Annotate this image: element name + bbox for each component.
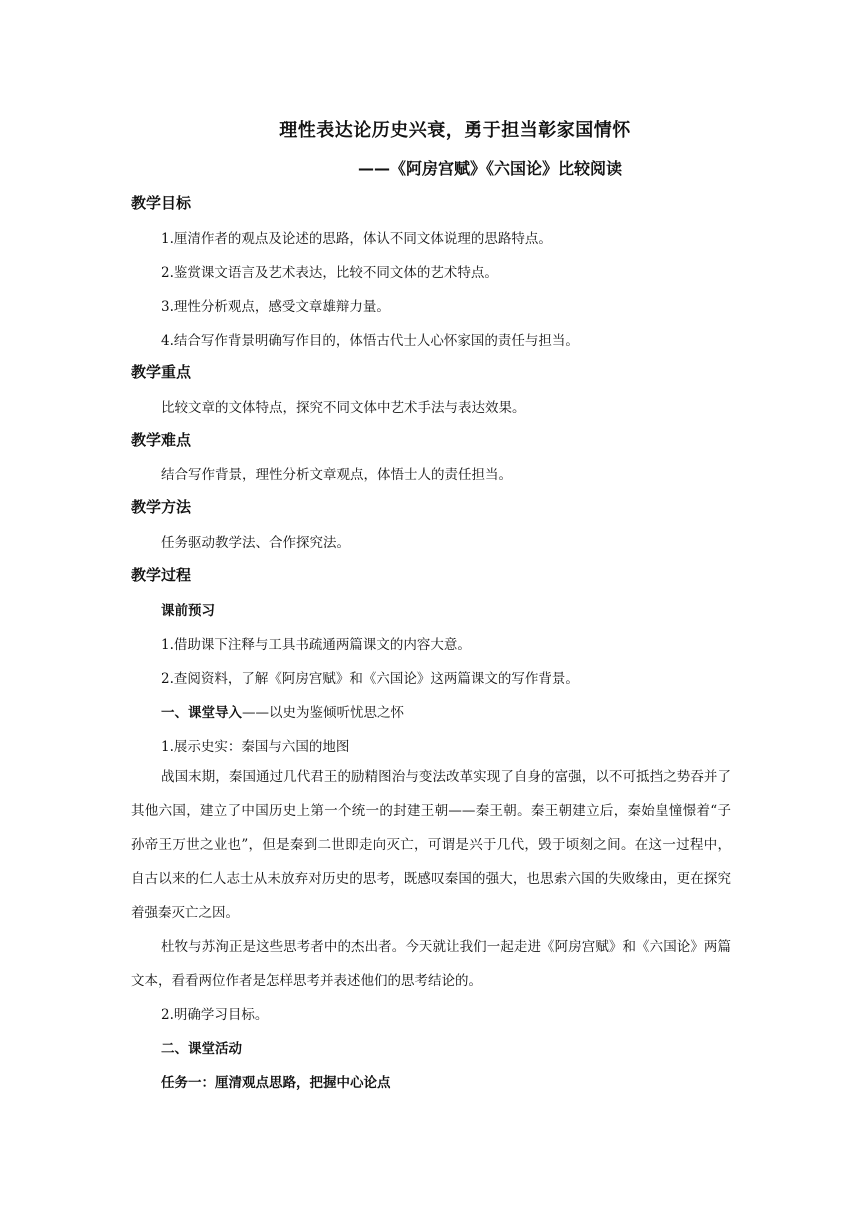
section-1-line <box>161 701 404 721</box>
paragraph-authors: 杜牧与苏洵正是这些思考者中的杰出者。今天就让我们一起走进《阿房宫赋》和《六国论》两篇文本，看看两位作者是怎样思考并表述他们的思考结论的。 <box>131 939 731 989</box>
section-1-label: 一、课堂导入 <box>161 705 242 721</box>
step-1: 1.展示史实：秦国与六国的地图 <box>161 739 350 755</box>
heading-process: 教学过程 <box>131 566 192 584</box>
focus-text: 比较文章的文体特点，探究不同文体中艺术手法与表达效果。 <box>161 400 526 416</box>
heading-focus: 教学重点 <box>131 363 192 381</box>
preview-item: 1.借助课下注释与工具书疏通两篇课文的内容大意。 <box>161 637 471 653</box>
goal-item: 3.理性分析观点，感受文章雄辩力量。 <box>161 299 390 315</box>
difficulty-text: 结合写作背景，理性分析文章观点，体悟士人的责任担当。 <box>161 467 512 483</box>
step-2: 2.明确学习目标。 <box>161 1007 269 1023</box>
goal-item: 2.鉴赏课文语言及艺术表达，比较不同文体的艺术特点。 <box>161 265 498 281</box>
preview-item: 2.查阅资料，了解《阿房宫赋》和《六国论》这两篇课文的写作背景。 <box>161 671 579 687</box>
section-2: 二、课堂活动 <box>161 1041 242 1057</box>
heading-method: 教学方法 <box>131 498 192 516</box>
heading-difficulty: 教学难点 <box>131 431 192 449</box>
document-title: 理性表达论历史兴衰，勇于担当彰家国情怀 <box>279 120 631 141</box>
task-1: 任务一：厘清观点思路，把握中心论点 <box>161 1075 391 1091</box>
preview-heading: 课前预习 <box>161 603 215 619</box>
paragraph-history: 战国末期，秦国通过几代君王的励精图治与变法改革实现了自身的富强，以不可抵挡之势吞并了其他六国，建立了中国历史上第一个统一的封建王朝——秦王朝。秦王朝建立后，秦始皇憧憬着“子孙帝王万世之业也”，但是秦到二世即走向灭亡，可谓是兴于几代，毁于顷刻之间。在这一过程中，自古以来的仁人志士从未放弃对历史的思考，既感叹秦国的强大，也思索六国的失败缘由，更在探究着强秦灭亡之因。 <box>131 769 731 921</box>
goal-item: 1.厘清作者的观点及论述的思路，体认不同文体说理的思路特点。 <box>161 231 552 247</box>
document-subtitle: ——《阿房宫赋》《六国论》比较阅读 <box>357 159 622 178</box>
section-1-rest: ——以史为鉴倾听忧思之怀 <box>242 705 404 721</box>
method-text: 任务驱动教学法、合作探究法。 <box>161 535 350 551</box>
goal-item: 4.结合写作背景明确写作目的，体悟古代士人心怀家国的责任与担当。 <box>161 333 579 349</box>
heading-goals: 教学目标 <box>131 194 192 212</box>
